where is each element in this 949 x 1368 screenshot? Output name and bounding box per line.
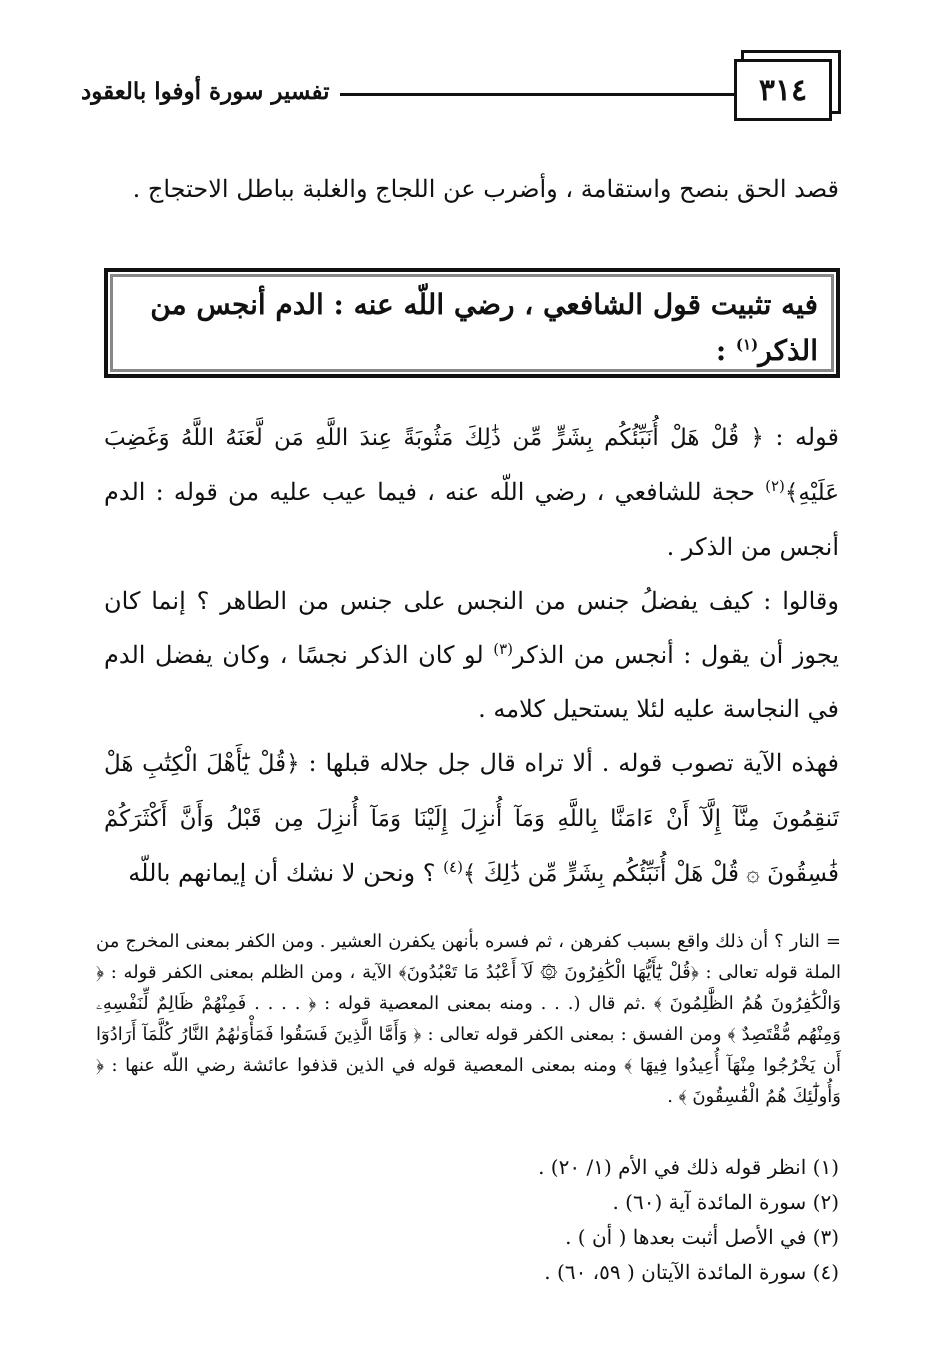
paragraph-2 — [104, 410, 839, 574]
paragraph-2-intro: قوله : — [775, 423, 839, 451]
section-heading-box — [104, 268, 840, 378]
footnote-ref-1[interactable]: (١) — [735, 335, 759, 354]
footnote-4: (٤) سورة المائدة الآيتان ( ٥٩، ٦٠) . — [544, 1260, 839, 1284]
footnote-2: (٢) سورة المائدة آية (٦٠) . — [612, 1190, 839, 1214]
quran-verse-2: ﴿قُلْ يَٰٓأَهْلَ الْكِتَٰبِ هَلْ تَنقِمُونَ مِنَّآ إِلَّآ أَنْ ءَامَنَّا بِاللَّهِ وَمَآ أُنزِلَ إِلَيْنَا وَمَآ أُنزِلَ مِن قَبْلُ وَأَنَّ أَكْثَرَكُمْ فَٰسِقُونَ ۞ قُلْ هَلْ أُنَبِّئُكُم بِشَرٍّ مِّن ذَٰلِكَ ﴾ — [104, 751, 839, 887]
heading-colon: : — [715, 334, 727, 367]
paragraph-3-text-b: لو كان الذكر نجسًا ، وكان يفضل الدم في النجاسة عليه لئلا يستحيل كلامه . — [104, 641, 839, 723]
page-number-box — [734, 59, 832, 121]
paragraph-3 — [104, 574, 839, 736]
quran-verse-1: ﴿ قُلْ هَلْ أُنَبِّئُكُم بِشَرٍّ مِّن ذَٰلِكَ مَثُوبَةً عِندَ اللَّهِ مَن لَّعَنَهُ اللَّهُ وَغَضِبَ عَلَيْهِ﴾ — [104, 425, 839, 506]
page-number: ٣١٤ — [758, 72, 808, 108]
footnote-ref-4[interactable]: (٤) — [443, 858, 463, 876]
paragraph-4 — [104, 736, 839, 901]
footnote-3: (٣) في الأصل أثبت بعدها ( أن ) . — [565, 1225, 839, 1249]
paragraph-4-text: ؟ ونحن لا نشك أن إيمانهم باللّه — [128, 859, 436, 887]
header-rule — [340, 93, 735, 96]
paragraph-2-text: حجة للشافعي ، رضي اللّه عنه ، فيما عيب عليه من قوله : الدم أنجس من الذكر . — [104, 478, 839, 561]
paragraph-3-text-a: وقالوا : كيف يفضلُ جنس من النجس على جنس من الطاهر ؟ إنما كان يجوز أن يقول : أنجس من الذكر — [104, 587, 840, 669]
section-heading — [114, 282, 818, 374]
paragraph-1: قصد الحق بنصح واستقامة ، وأضرب عن اللجاج والغلبة بباطل الاحتجاج . — [132, 175, 839, 203]
footnote-continuation: = النار ؟ أن ذلك واقع بسبب كفرهن ، ثم فسره بأنهن يكفرن العشير . ومن الكفر بمعنى المخرج من الملة قوله تعالى : ﴿قُلْ يَٰٓأَيُّهَا الْكَٰفِرُونَ ۞ لَآ أَعْبُدُ مَا تَعْبُدُونَ﴾ الآية ، ومن الظلم بمعنى الكفر قوله : ﴿ وَالْكَٰفِرُونَ هُمُ الظَّٰلِمُونَ ﴾ .ثم قال (. . . ومنه بمعنى المعصية قوله : ﴿ . . . . فَمِنْهُمْ ظَالِمٌ لِّنَفْسِهِۦ وَمِنْهُم مُّقْتَصِدٌ ﴾ ومن الفسق : بمعنى الكفر قوله تعالى : ﴿ وَأَمَّا الَّذِينَ فَسَقُوا فَمَأْوَىٰهُمُ النَّارُ كُلَّمَآ أَرَادُوٓا أَن يَخْرُجُوا مِنْهَآ أُعِيدُوا فِيهَا ﴾ ومنه بمعنى المعصية قوله في الذين قذفوا عائشة رضي اللّه عنها : ﴿ وَأُولَٰٓئِكَ هُمُ الْفَٰسِقُونَ ﴾ . — [96, 931, 841, 1107]
running-header-title: تفسير سورة أوفوا بالعقود — [81, 78, 330, 105]
section-heading-text: فيه تثبيت قول الشافعي ، رضي اللّه عنه : الدم أنجس من الذكر — [150, 288, 818, 367]
footnote-1: (١) انظر قوله ذلك في الأم (١/ ٢٠) . — [538, 1155, 839, 1179]
footnotes-list — [104, 1150, 839, 1290]
footnote-ref-2[interactable]: (٢) — [765, 477, 785, 495]
paragraph-4-intro: فهذه الآية تصوب قوله . ألا تراه قال جل جلاله قبلها : — [308, 749, 840, 777]
footnote-ref-3[interactable]: (٣) — [493, 640, 513, 658]
